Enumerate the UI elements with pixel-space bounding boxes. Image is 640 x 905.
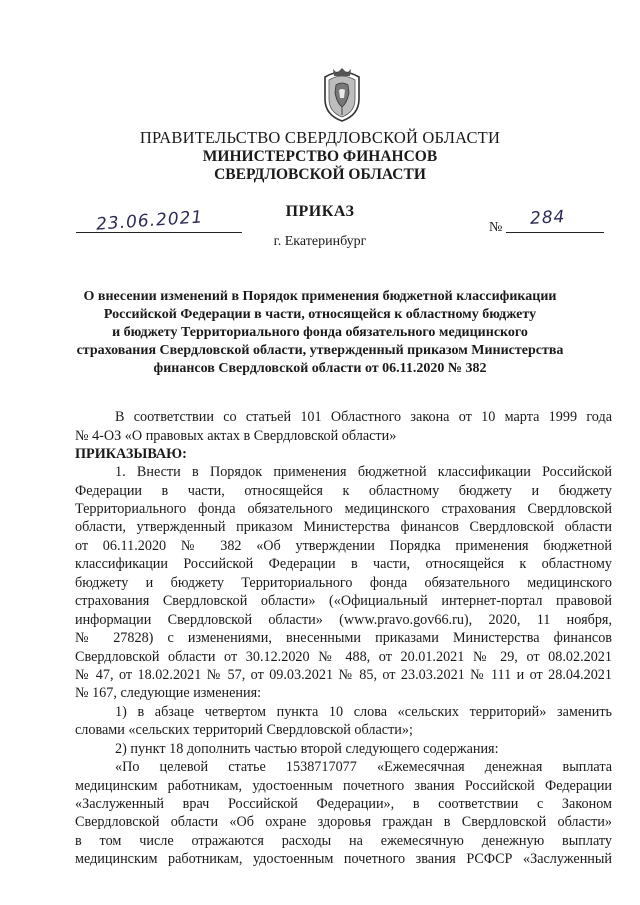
body-line: в том числе отражаются расходы на ежемесячную денежную выплату [75,833,612,849]
body-line: № 167, следующие изменения: [75,685,262,701]
body-line: страхования Свердловской области» («Официальный интернет-портал правовой [75,593,612,609]
number-sign: № [489,220,503,235]
order-word: ПРИКАЗЫВАЮ: [75,446,187,462]
order-title [70,288,570,378]
body-line: «Заслуженный врач Российской Федерации», в соответствии с Законом [75,796,612,812]
city: г. Екатеринбург [273,234,367,249]
title-line: Российской Федерации в части, относящейся к областному бюджету [103,307,537,322]
government-name: ПРАВИТЕЛЬСТВО СВЕРДЛОВСКОЙ ОБЛАСТИ [139,128,501,147]
document-type: ПРИКАЗ [285,203,355,220]
body-line: Свердловской области «Об охране здоровья граждан в Свердловской области» [75,814,612,830]
handwritten-number: 284 [529,207,566,229]
body-line: 2) пункт 18 дополнить частью второй следующего содержания: [115,741,499,757]
body-line: медицинским работникам, удостоенным почетного звания Российской Федерации [75,778,612,794]
body-line: № 47, от 18.02.2021 № 57, от 09.03.2021 № 85, от 23.03.2021 № 111 и от 28.04.2021 [75,667,612,683]
body-line: 1. Внести в Порядок применения бюджетной классификации Российской [115,464,612,480]
body-line: классификации Российской Федерации в части, относящейся к областному [75,556,612,572]
body-line: области, утвержденный приказом Министерства финансов Свердловской области [75,519,612,535]
title-line: О внесении изменений в Порядок применения бюджетной классификации [83,289,557,304]
title-line: страхования Свердловской области, утвержденный приказом Министерства [76,343,564,358]
handwritten-date: 23.06.2021 [95,207,204,235]
number-underline [506,232,604,233]
body-line: № 4-ОЗ «О правовых актах в Свердловской области» [75,428,397,444]
body-line: от 06.11.2020 № 382 «Об утверждении Порядка применения бюджетной [75,538,612,554]
body-line: В соответствии со статьей 101 Областного закона от 10 марта 1999 года [115,409,612,425]
body-line: словами «сельских территорий Свердловской области»; [75,722,413,738]
ministry-name-line-1: МИНИСТЕРСТВО ФИНАНСОВ [202,148,438,165]
body-line: Федерации в части, относящейся к областному бюджету и бюджету [75,483,612,499]
body-line: бюджету и бюджету Территориального фонда обязательного медицинского [75,575,612,591]
body-line: Территориального фонда обязательного медицинского страхования Свердловской [75,501,612,517]
title-line: и бюджету Территориального фонда обязательного медицинского [112,325,528,340]
body-line: Свердловской области от 30.12.2020 № 488, от 20.01.2021 № 29, от 08.02.2021 [75,649,612,665]
ministry-name-line-2: СВЕРДЛОВСКОЙ ОБЛАСТИ [214,166,426,183]
body-line: информации Свердловской области» (www.pravo.gov66.ru), 2020, 11 ноября, [75,612,612,628]
body-line: 1) в абзаце четвертом пункта 10 слова «сельских территорий» заменить [115,704,612,720]
body-line: № 27828) с изменениями, внесенными приказами Министерства финансов [75,630,612,646]
date-underline [76,232,242,233]
body-line: «По целевой статье 1538717077 «Ежемесячная денежная выплата [115,759,612,775]
coat-of-arms-emblem [319,63,365,123]
title-line: финансов Свердловской области от 06.11.2020 № 382 [153,361,487,376]
body-line: медицинским работникам, удостоенным почетного звания РСФСР «Заслуженный [75,851,612,867]
